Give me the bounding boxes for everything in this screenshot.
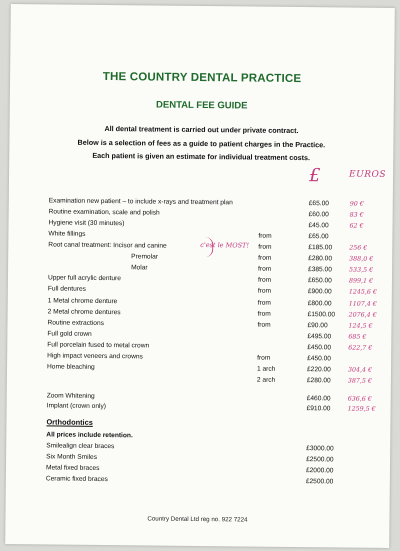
fee-qualifier: from: [257, 287, 272, 295]
handwritten-euro-price: 256 €: [349, 244, 368, 252]
treatment-label: Root canal treatment: Incisor and canine: [48, 241, 167, 250]
fee-price: £45.00: [308, 222, 329, 230]
fee-price: £800.00: [307, 300, 332, 308]
fee-price: £90.00: [307, 322, 328, 330]
fee-price: £460.00: [306, 395, 331, 403]
fee-price: £450.00: [307, 355, 332, 363]
treatment-label: 2 Metal chrome dentures: [47, 308, 121, 317]
intro-line-2: Below is a selection of fees as a guide to patient charges in the Practice.: [77, 137, 326, 149]
intro-text: [19, 121, 383, 165]
fee-qualifier: from: [257, 299, 271, 307]
practice-title: THE COUNTRY DENTAL PRACTICE: [102, 70, 302, 86]
handwritten-euro-price: 1107,4 €: [348, 300, 377, 308]
treatment-label: Full gold crown: [47, 330, 92, 338]
fee-qualifier: from: [257, 276, 272, 284]
handwritten-euro-price: 304,4 €: [347, 366, 373, 374]
fee-price: £60.00: [308, 211, 329, 219]
orthodontics-label: Metal fixed braces: [45, 464, 100, 472]
intro-line-3: Each patient is given an estimate for individual treatment costs.: [92, 150, 311, 163]
fee-price: £900.00: [307, 288, 332, 296]
orthodontics-price: £3000.00: [306, 445, 334, 453]
fee-qualifier: from: [257, 321, 271, 329]
fee-qualifier: from: [258, 232, 272, 240]
handwritten-euro-price: 636,6 €: [347, 395, 372, 403]
orthodontics-label: Six Month Smiles: [46, 453, 98, 461]
fee-price: £220.00: [306, 366, 331, 374]
fee-price: £385.00: [308, 266, 332, 274]
handwritten-euro-price: 1245,6 €: [348, 288, 377, 296]
treatment-label: 1 Metal chrome denture: [47, 297, 118, 306]
intro-line-1: All dental treatment is carried out under private contract.: [104, 123, 299, 136]
fee-qualifier: 1 arch: [256, 365, 276, 373]
treatment-label: Zoom Whitening: [46, 392, 95, 400]
handwritten-euro-price: 62 €: [349, 222, 364, 230]
fee-price: £65.00: [308, 200, 329, 208]
fee-price: £1500.00: [307, 311, 336, 319]
fee-qualifier: from: [258, 265, 272, 273]
fee-qualifier: from: [258, 254, 272, 262]
fee-guide-page: [5, 4, 395, 548]
fee-price: £280.00: [306, 377, 331, 385]
treatment-label: White fillings: [48, 230, 86, 238]
treatment-label: Implant (crown only): [46, 402, 107, 411]
orthodontics-label: Ceramic fixed braces: [45, 475, 108, 484]
treatment-label: High impact veneers and crowns: [47, 352, 143, 361]
handwritten-euro-price: 899,1 €: [348, 277, 374, 285]
fee-qualifier: 2 arch: [256, 376, 276, 384]
handwritten-euro-price: 2076,4 €: [348, 311, 377, 319]
fee-qualifier: from: [257, 354, 271, 362]
orthodontics-price: £2500.00: [305, 478, 334, 486]
orthodontics-price: £2000.00: [305, 467, 334, 475]
fee-price: £495.00: [307, 333, 332, 341]
fee-price: £280.00: [308, 255, 333, 263]
handwritten-euros-heading: EUROS: [349, 169, 387, 180]
fee-price: £910.00: [306, 405, 331, 413]
handwritten-euro-price: 685 €: [348, 333, 367, 341]
treatment-label: Routine extractions: [47, 319, 104, 327]
footer-reg-number: Country Dental Ltd reg no. 922 7224: [147, 515, 248, 524]
fee-price: £185.00: [308, 244, 333, 252]
treatment-label: Home bleaching: [47, 363, 95, 371]
orthodontics-label: All prices include retention.: [46, 431, 133, 440]
orthodontics-price: £2500.00: [306, 456, 334, 464]
handwritten-euro-price: 387,5 €: [347, 377, 372, 385]
handwritten-euro-price: 1259,5 €: [347, 405, 376, 413]
fee-price: £65.00: [308, 233, 329, 241]
handwritten-euro-price: 90 €: [349, 200, 364, 208]
handwritten-euro-price: 388,0 €: [349, 255, 374, 263]
handwritten-pound-sign: £: [308, 165, 321, 187]
treatment-label: Full dentures: [47, 285, 87, 293]
treatment-label: Premolar: [131, 253, 158, 261]
fee-qualifier: from: [258, 243, 272, 251]
orthodontics-heading: Orthodontics: [46, 417, 93, 427]
treatment-label: Full porcelain fused to metal crown: [47, 341, 150, 350]
fee-price: £450.00: [307, 344, 332, 352]
treatment-label: Molar: [131, 264, 148, 272]
treatment-label: Examination new patient – to include x-rays and treatment plan: [48, 197, 233, 207]
fee-price: £650.00: [307, 277, 332, 285]
handwritten-euro-price: 533,5 €: [349, 266, 374, 274]
fee-guide-title: DENTAL FEE GUIDE: [155, 99, 248, 112]
orthodontics-label: Smilealign clear braces: [46, 442, 115, 451]
treatment-label: Routine examination, scale and polish: [48, 208, 160, 217]
handwritten-euro-price: 622,7 €: [348, 344, 373, 352]
treatment-label: Upper full acrylic denture: [47, 274, 121, 283]
handwritten-euro-price: 83 €: [349, 211, 364, 219]
handwritten-margin-note: c'est le MOST!: [200, 241, 250, 250]
fee-qualifier: from: [257, 310, 271, 318]
treatment-label: Hygiene visit (30 minutes): [48, 219, 125, 228]
handwritten-euro-price: 124,5 €: [348, 322, 373, 330]
